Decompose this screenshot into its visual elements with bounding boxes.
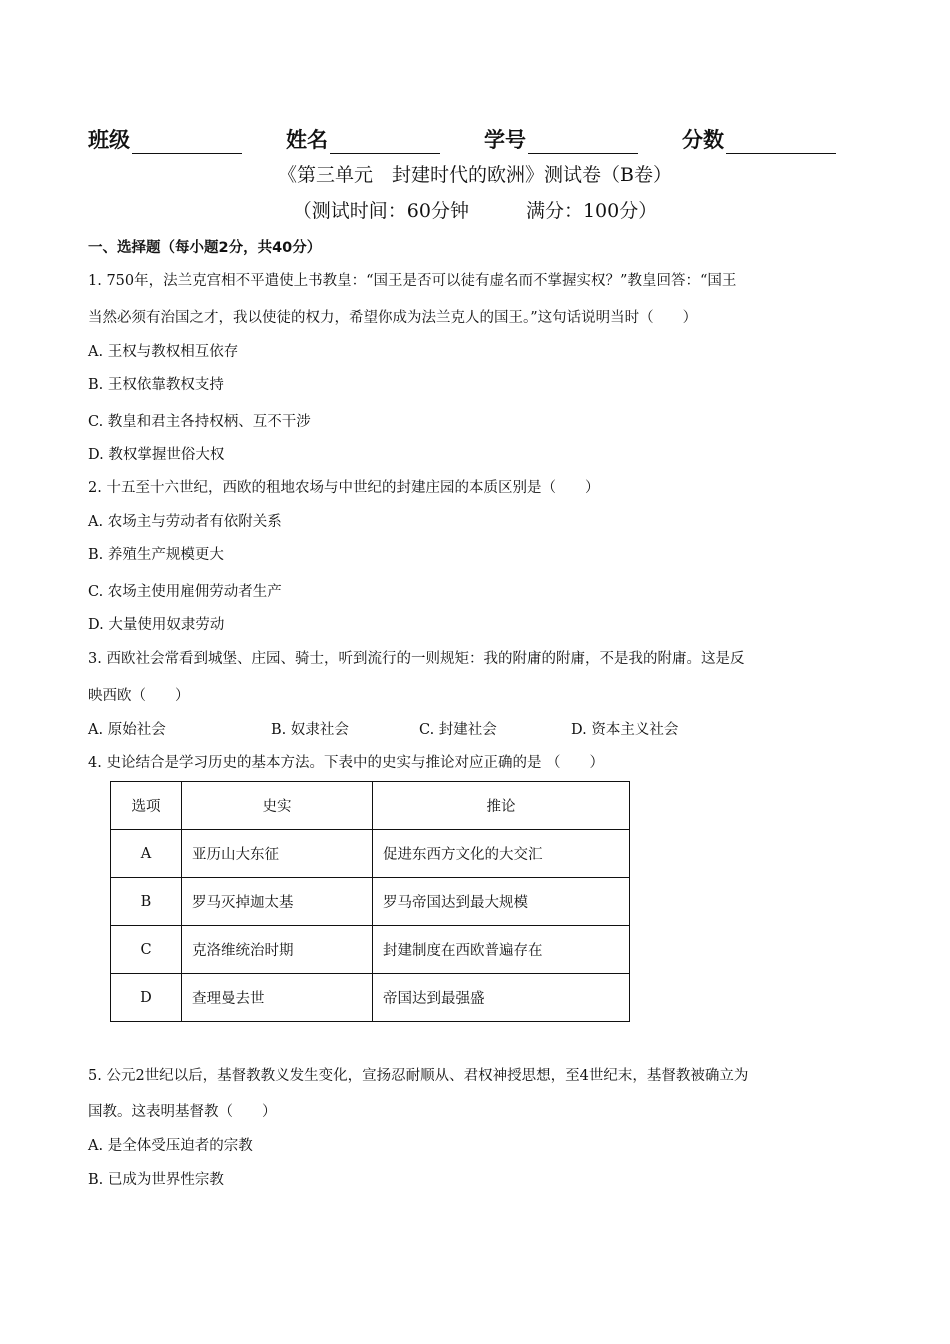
exam-subtitle: （测试时间：60分钟 满分：100分） bbox=[292, 200, 658, 222]
q1-option-d[interactable]: D. 教权掌握世俗大权 bbox=[88, 447, 225, 463]
student-number-blank[interactable] bbox=[528, 131, 638, 154]
table-cell-fact: 查理曼去世 bbox=[182, 974, 373, 1022]
table-header-row bbox=[111, 782, 630, 830]
q3-options-row bbox=[88, 718, 678, 739]
score-blank[interactable] bbox=[726, 131, 836, 154]
name-blank[interactable] bbox=[330, 131, 440, 154]
table-cell-inference: 帝国达到最强盛 bbox=[373, 974, 630, 1022]
table-cell-option: C bbox=[111, 926, 182, 974]
q2-stem-line1: 2. 十五至十六世纪，西欧的租地农场与中世纪的封建庄园的本质区别是（ ） bbox=[88, 480, 600, 496]
q5-option-a[interactable]: A. 是全体受压迫者的宗教 bbox=[88, 1138, 253, 1154]
table-row bbox=[111, 974, 630, 1022]
name-field bbox=[286, 122, 440, 154]
table-cell-option: D bbox=[111, 974, 182, 1022]
table-cell-fact: 克洛维统治时期 bbox=[182, 926, 373, 974]
q5-stem-line2: 国教。这表明基督教（ ） bbox=[88, 1104, 277, 1120]
class-blank[interactable] bbox=[132, 131, 242, 154]
q1-option-b[interactable]: B. 王权依靠教权支持 bbox=[88, 377, 224, 393]
q3-option-c[interactable]: C. 封建社会 bbox=[419, 722, 497, 738]
table-cell-fact: 罗马灭掉迦太基 bbox=[182, 878, 373, 926]
q2-option-a[interactable]: A. 农场主与劳动者有依附关系 bbox=[88, 514, 282, 530]
q3-stem-line2: 映西欧（ ） bbox=[88, 688, 190, 704]
q4-stem-line1: 4. 史论结合是学习历史的基本方法。下表中的史实与推论对应正确的是 （ ） bbox=[88, 755, 605, 771]
table-cell-inference: 促进东西方文化的大交汇 bbox=[373, 830, 630, 878]
q5-stem-line1: 5. 公元2世纪以后，基督教教义发生变化，宣扬忍耐顺从、君权神授思想，至4世纪末，基督教被确立为 bbox=[88, 1068, 749, 1084]
q1-option-c[interactable]: C. 教皇和君主各持权柄、互不干涉 bbox=[88, 414, 311, 430]
student-number-label: 学号 bbox=[484, 128, 526, 152]
score-label: 分数 bbox=[682, 128, 724, 152]
q5-option-b[interactable]: B. 已成为世界性宗教 bbox=[88, 1172, 224, 1188]
student-info-header bbox=[88, 122, 868, 154]
section-heading: 一、选择题（每小题2分，共40分） bbox=[88, 240, 322, 256]
q1-option-a[interactable]: A. 王权与教权相互依存 bbox=[88, 344, 239, 360]
q3-option-d[interactable]: D. 资本主义社会 bbox=[571, 722, 679, 738]
table-cell-fact: 亚历山大东征 bbox=[182, 830, 373, 878]
q3-option-a[interactable]: A. 原始社会 bbox=[88, 722, 166, 738]
table-cell-option: A bbox=[111, 830, 182, 878]
table-row bbox=[111, 830, 630, 878]
score-field bbox=[682, 122, 836, 154]
table-cell-inference: 封建制度在西欧普遍存在 bbox=[373, 926, 630, 974]
class-label: 班级 bbox=[88, 128, 130, 152]
q4-facts-table bbox=[110, 781, 630, 1022]
q1-stem-line2: 当然必须有治国之才，我以使徒的权力，希望你成为法兰克人的国王。”这句话说明当时（ ） bbox=[88, 310, 698, 326]
table-header-inference: 推论 bbox=[373, 782, 630, 830]
table-header-fact: 史实 bbox=[182, 782, 373, 830]
q3-stem-line1: 3. 西欧社会常看到城堡、庄园、骑士，听到流行的一则规矩：我的附庸的附庸，不是我的附庸。这是反 bbox=[88, 651, 745, 667]
table-row bbox=[111, 878, 630, 926]
q2-option-b[interactable]: B. 养殖生产规模更大 bbox=[88, 547, 224, 563]
name-label: 姓名 bbox=[286, 128, 328, 152]
q3-option-b[interactable]: B. 奴隶社会 bbox=[271, 722, 349, 738]
table-header-option: 选项 bbox=[111, 782, 182, 830]
q2-option-d[interactable]: D. 大量使用奴隶劳动 bbox=[88, 617, 225, 633]
table-cell-inference: 罗马帝国达到最大规模 bbox=[373, 878, 630, 926]
q1-stem-line1: 1. 750年，法兰克宫相不平遣使上书教皇：“国王是否可以徒有虚名而不掌握实权？”教皇回答：“国王 bbox=[88, 273, 737, 289]
class-field bbox=[88, 122, 242, 154]
student-number-field bbox=[484, 122, 638, 154]
table-row bbox=[111, 926, 630, 974]
table-cell-option: B bbox=[111, 878, 182, 926]
q2-option-c[interactable]: C. 农场主使用雇佣劳动者生产 bbox=[88, 584, 282, 600]
exam-title: 《第三单元 封建时代的欧洲》测试卷（B卷） bbox=[278, 164, 672, 186]
